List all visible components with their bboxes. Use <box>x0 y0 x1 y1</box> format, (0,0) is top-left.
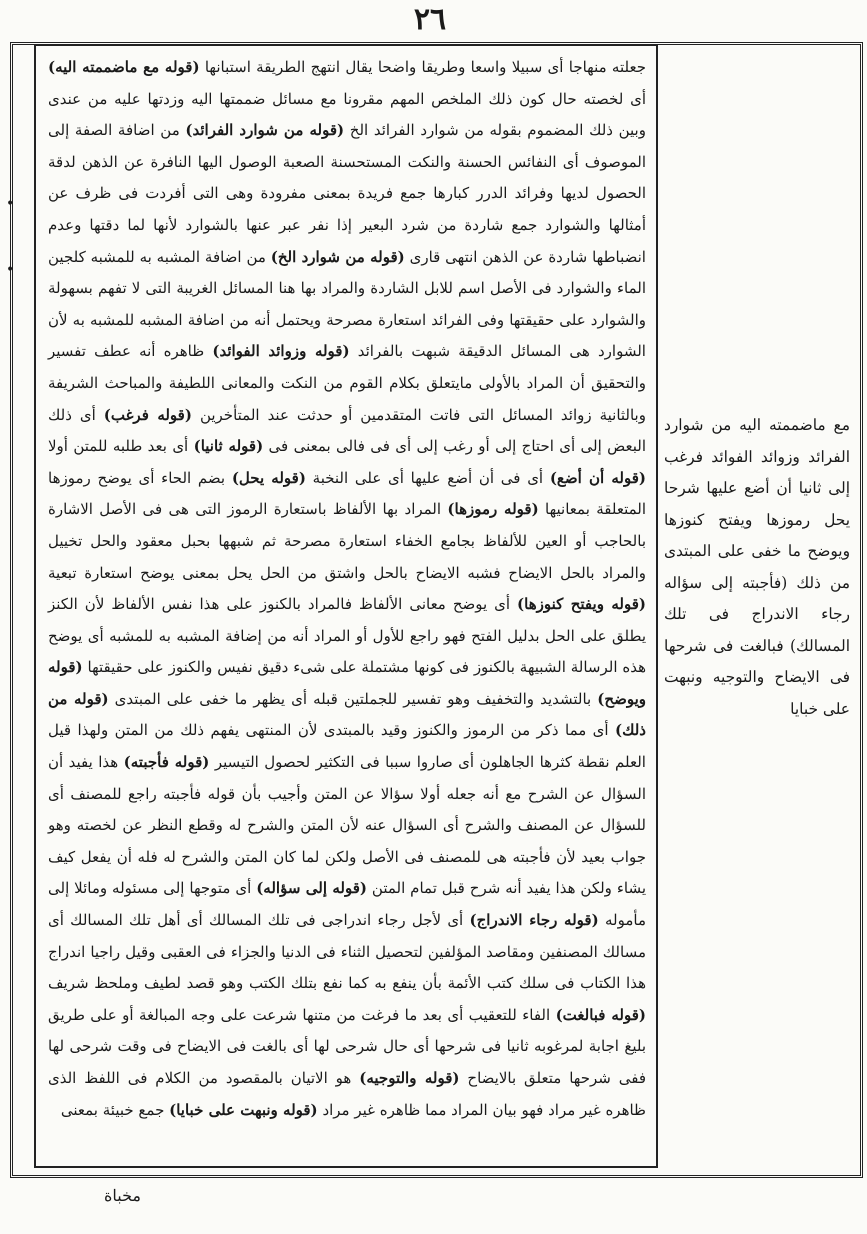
main-text-frame <box>34 44 658 1168</box>
qawlihi-heading: (قوله فبالغت) <box>555 1005 646 1024</box>
qawlihi-heading: (قوله رموزها) <box>447 500 539 519</box>
catchword: مخباة <box>104 1186 141 1205</box>
text-run: من اضافة الصفة إلى الموصوف أى النفائس الحسنة والنكت المستحسنة الصعبة الوصول اليها النافرة عن الذهن لدقة الحصول لديها وفرائد الدرر كبارها جمع فريدة بمعنى مفرودة وهى التى أفردت فى ظرف عن أمثالها والشوارد جمع شاردة من شرد البعير إذا نفر عبر عنها بالشوارد لأنها لما دقتها وعدم انضباطها شاردة عن الذهن انتهى قارى <box>48 121 646 266</box>
text-run: أى فى أن أضع عليها أى على النخبة <box>312 468 544 487</box>
text-run: أى يوضح معانى الألفاظ فالمراد بالكنوز على هذا نفس الألفاظ لأن الكنز يطلق على الحل بدليل الفتح فهو راجع للأول أو المراد أنه من إضافة المشبه به للمشبه أى يوضح هذه الرسالة الشبيهة بالكنوز فى كونها مشتملة على شىء دقيق نفيس والكنوز على حقيقتها <box>48 595 646 677</box>
text-run: بالتشديد والتخفيف وهو تفسير للجملتين قبله أى يظهر ما خفى على المبتدى <box>114 689 592 708</box>
text-run: أى مما ذكر من الرموز والكنوز وقيد بالمبتدى لأن المنتهى يفهم ذلك من المتن ولهذا قيل العلم نقطة كثرها الجاهلون أى صاروا سببا فى التكثير لحصول التيسير <box>48 721 646 772</box>
text-run: جمع خبيئة بمعنى <box>60 1100 165 1119</box>
text-run: أى لأجل رجاء اندراجى فى تلك المسالك أى أهل تلك المسالك أى مسالك المصنفين ومقاصد المؤلفين لتحصيل الثناء فى الدنيا والجزاء فى العقبى وقيل راجيا اندراج هذا الكتاب فى سلك كتب الأئمة بأن ينفع به كما نفع بتلك الكتب وهو قصد لطيف وملحظ شريف <box>48 911 646 993</box>
qawlihi-heading: (قوله من شوارد الفرائد) <box>185 121 345 140</box>
main-paragraph <box>48 52 646 1126</box>
page-number: ٢٦ <box>413 2 447 37</box>
qawlihi-heading: (قوله إلى سؤاله) <box>256 879 367 898</box>
text-run: أى لخصته حال كون ذلك الملخص المهم مقرونا مع مسائل ضممتها اليه وزدتها عليه من عندى وبين ذلك المضموم بقوله من شوارد الفرائد الخ <box>48 89 646 140</box>
text-run: هذا يفيد أن السؤال عن الشرح مع أنه جعله أولا سؤالا عن المتن وأجيب بأن قوله فأجبته راجع للمصنف أى للسؤال عن المصنف والشرح أى السؤال عنه لأن المتن والشرح له وقطع النظر عن لخصته وهو جواب بعيد لأن فأجبته هى للمصنف فى الأصل ولكن لما كان المتن والشرح له فله أن يفعل كيف يشاء ولكن هذا يفيد أنه شرح قبل تمام المتن <box>48 753 647 898</box>
qawlihi-heading: (قوله والتوجيه) <box>359 1069 460 1087</box>
text-run: الفاء للتعقيب أى بعد ما فرغت من متنها شرعت على وجه المبالغة أو على طريق بليغ اجابة لمرغوبه ثانيا فى شرحها أى حال شرحى لها أى بالغت فى الايضاح فى وقت شرحى لها ففى شرحها متعلق بالايضاح <box>48 1005 646 1087</box>
text-run: المراد بها الألفاظ باستعارة الرموز التى هى فى الأصل الاشارة بالحاجب أو العين للألفاظ بجامع الخفاء استعارة مصرحة ثم شبهها بحبل معقود والحل تخييل والمراد بالحل الايضاح فشبه الايضاح بالحل واشتق من الحل يحل بمعنى يوضح استعارة تبعية <box>48 500 646 582</box>
margin-mark: • <box>6 262 15 278</box>
qawlihi-heading: (قوله وزوائد الفوائد) <box>212 342 350 361</box>
text-run: من اضافة المشبه به للمشبه كلجين الماء والشوارد فى الأصل اسم للابل الشاردة والمراد بها هنا المسائل الغريبة التى لا تفهم بسهولة والشوارد على حقيقتها وفى الفرائد استعارة مصرحة ويحتمل أنه من اضافة المشبه للمشبه به لأن الشوارد هى المسائل الدقيقة شبهت بالفرائد <box>48 247 646 361</box>
qawlihi-heading: (قوله فرغب) <box>103 405 192 424</box>
qawlihi-heading: (قوله ثانيا) <box>193 437 264 456</box>
qawlihi-heading: (قوله يحل) <box>231 468 306 487</box>
text-run: ظاهره أنه عطف تفسير والتحقيق أن المراد بالأولى مايتعلق بكلام القوم من النكت والمعانى اللطيفة والمباحث الشريفة وبالثانية زوائد المسائل التى فاتت المتقدمين أو حدثت عند المتأخرين <box>48 342 646 424</box>
margin-mark: • <box>6 196 15 212</box>
text-run: بضم الحاء أى يوضح رموزها المتعلقة بمعانيها <box>48 468 646 519</box>
text-run: جعلته منهاجا أى سبيلا واسعا وطريقا واضحا يقال انتهج الطريقة استبانها <box>204 58 646 76</box>
qawlihi-heading: (قوله رجاء الاندراج) <box>469 911 599 930</box>
text-run: أى ذلك البعض إلى أى احتاج إلى أو رغب إلى أى فى فالى بمعنى فى <box>48 405 647 456</box>
text-run: أى متوجها إلى مسئوله ومائلا إلى مأموله <box>48 879 646 930</box>
qawlihi-heading: (قوله من شوارد الخ) <box>270 247 405 266</box>
margin-matn-text: مع ماضممته اليه من شوارد الفرائد وزوائد الفوائد فرغب إلى ثانيا أن أضع عليها شرحا يحل رموزها ويفتح كنوزها ويوضح ما خفى على المبتدى من ذلك (فأجبته إلى سؤاله رجاء الاندراج فى تلك المسالك) فبالغت فى شرحها فى الايضاح والتوجيه ونبهت على خبايا <box>664 416 850 718</box>
main-text <box>48 52 646 1126</box>
qawlihi-heading: (قوله ويفتح كنوزها) <box>517 595 646 614</box>
qawlihi-heading: (قوله مع ماضممته اليه) <box>48 58 200 76</box>
qawlihi-heading: (قوله ويوضح) <box>48 658 646 708</box>
qawlihi-heading: (قوله فأجبته) <box>123 753 210 772</box>
qawlihi-heading: (قوله أن أضع) <box>549 468 646 487</box>
qawlihi-heading: (قوله ونبهت على خبايا) <box>169 1100 318 1119</box>
text-run: هو الاتيان بالمقصود من الكلام فى اللفظ الذى ظاهره غير مراد فهو بيان المراد مما ظاهره غير مراد <box>48 1069 646 1119</box>
text-run: أى بعد طلبه للمتن أولا <box>48 437 189 456</box>
qawlihi-heading: (قوله من ذلك) <box>48 689 646 740</box>
